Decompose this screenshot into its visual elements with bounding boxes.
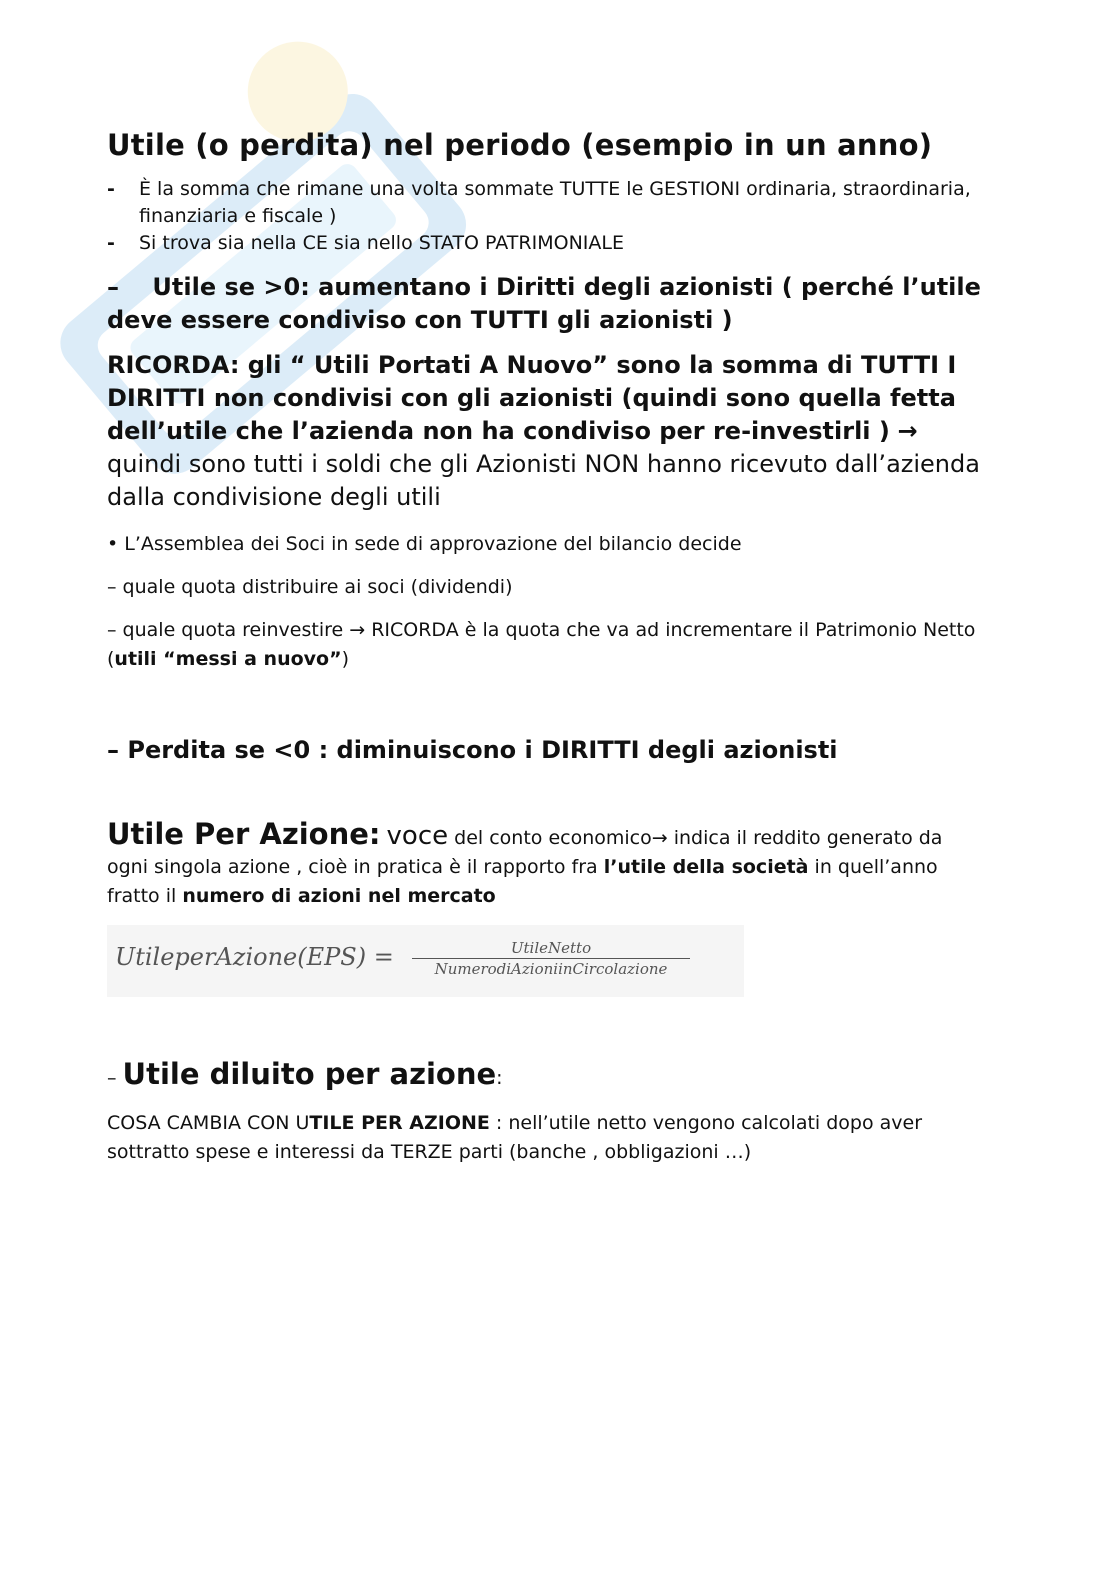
assemblea-line: • L’Assemblea dei Soci in sede di approvazione del bilancio decide [107,533,742,555]
formula-fraction [412,939,690,978]
diluito-dash: – [107,1067,117,1089]
page-title: Utile (o perdita) nel periodo (esempio in un anno) [107,128,933,162]
document-page [107,128,990,1186]
bullet-dash: - [107,178,115,200]
bullet-text: Si trova sia nella CE sia nello STATO PATRIMONIALE [139,232,624,254]
bullet-item [107,176,987,230]
formula-left: UtileperAzione(EPS) = [115,943,394,971]
arrow-icon: → [897,417,918,445]
utile-per-azione-heading: Utile Per Azione: [107,817,381,851]
eps-formula [107,925,744,997]
utile-positive-line: – Utile se >0: aumentano i Diritti degli azionisti ( perché l’utile deve essere condiviso con TUTTI gli azionisti ) [107,273,990,334]
bullet-dash: - [107,232,115,254]
voce-word: voce [386,821,449,851]
quota-reinvestire-line [107,616,987,674]
diluito-title: Utile diluito per azione [122,1057,497,1091]
quota-reinvestire-text: – quale quota reinvestire → RICORDA è la quota che va ad incrementare il Patrimonio Netto ( [107,619,976,670]
upa-text-2: in quell’anno fratto il [107,856,938,907]
quota-reinvestire-end: ) [341,648,349,670]
ricorda-normal-text: quindi sono tutti i soldi che gli Azionisti NON hanno ricevuto dall’azienda dalla condivisione degli utili [107,450,980,511]
quota-distribuire-line: – quale quota distribuire ai soci (dividendi) [107,576,513,598]
formula-numerator: UtileNetto [412,939,690,959]
diluito-colon: : [496,1067,503,1089]
utile-per-azione-paragraph [107,817,987,911]
ricorda-bold-text: RICORDA: gli “ Utili Portati A Nuovo” sono la somma di TUTTI I DIRITTI non condivisi con gli azionisti (quindi sono quella fetta dell’utile che l’azienda non ha condiviso per re-investirli ) [107,351,957,445]
quota-reinvestire-bold: utili “messi a nuovo” [114,648,342,670]
cosa-bold: TILE PER AZIONE [309,1112,490,1134]
perdita-line: – Perdita se <0 : diminuiscono i DIRITTI degli azionisti [107,736,838,764]
cosa-cambia-paragraph [107,1109,987,1167]
cosa-post: : nell’utile netto vengono calcolati dopo aver sottratto spese e interessi da TERZE parti (banche , obbligazioni …) [107,1112,923,1163]
cosa-pre: COSA CAMBIA CON U [107,1112,310,1134]
ricorda-paragraph [107,349,987,514]
upa-bold-2: numero di azioni nel mercato [182,885,496,907]
upa-bold-1: l’utile della società [603,856,809,878]
bullet-text: È la somma che rimane una volta sommate TUTTE le GESTIONI ordinaria, straordinaria, finanziaria e fiscale ) [139,178,971,227]
formula-denominator: NumerodiAzioniinCircolazione [434,960,668,978]
utile-diluito-heading [107,1057,987,1091]
upa-text-1: del conto economico→ indica il reddito generato da ogni singola azione , cioè in pratica è il rapporto fra [107,827,943,878]
bullet-item [107,230,987,257]
